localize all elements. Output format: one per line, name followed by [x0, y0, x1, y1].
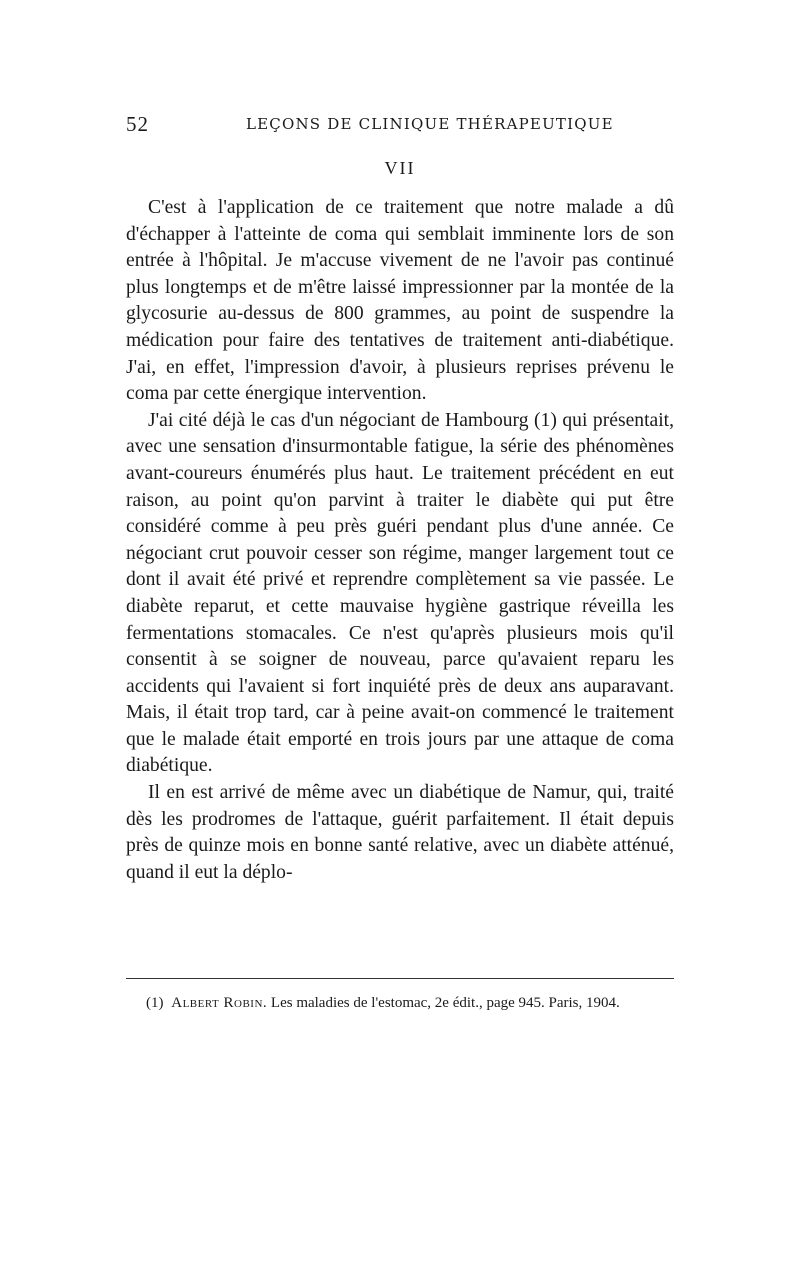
- footnote-marker: (1): [146, 995, 164, 1011]
- footnote-divider: [126, 978, 674, 979]
- footnote-author: Albert Robin.: [171, 995, 268, 1011]
- page-header: [126, 112, 674, 134]
- running-title: LEÇONS DE CLINIQUE THÉRAPEUTIQUE: [246, 115, 614, 133]
- paragraph: Il en est arrivé de même avec un diabétique de Namur, qui, traité dès les prodromes de l'attaque, guérit parfaitement. Il était depuis près de quinze mois en bonne santé relative, avec un diabète atténué, quand il eut la déplo-: [126, 782, 674, 883]
- footnote-text: Les maladies de l'estomac, 2e édit., page 945. Paris, 1904.: [270, 995, 620, 1011]
- paragraph: C'est à l'application de ce traitement que notre malade a dû d'échapper à l'atteinte de coma qui semblait imminente lors de son entrée à l'hôpital. Je m'accuse vivement de ne l'avoir pas continué plus longtemps et de m'être laissé impressionner par la montée de la glycosurie au-dessus de 800 grammes, au point de suspendre la médication pour faire des tentatives de traitement anti-diabétique. J'ai, en effet, l'impression d'avoir, à plusieurs reprises prévenu le coma par cette énergique intervention.: [126, 197, 674, 405]
- section-number: VII: [384, 158, 416, 178]
- footnote: [126, 993, 674, 1013]
- body-text: [126, 195, 674, 886]
- paragraph: J'ai cité déjà le cas d'un négociant de Hambourg (1) qui présentait, avec une sensation d'insurmontable fatigue, la série des phénomènes avant-coureurs énumérés plus haut. Le traitement précédent en eut raison, au point qu'on parvint à traiter le diabète qui put être considéré comme à peu près guéri pendant plus d'une année. Ce négociant crut pouvoir cesser son régime, manger largement tout ce dont il avait été privé et reprendre complètement sa vie passée. Le diabète reparut, et cette mauvaise hygiène gastrique réveilla les fermentations stomacales. Ce n'est qu'après plusieurs mois qu'il consentit à se soigner de nouveau, parce qu'avaient reparu les accidents qui l'avaient si fort inquiété près de deux ans auparavant. Mais, il était trop tard, car à peine avait-on commencé le traitement que le malade était emporté en trois jours par une attaque de coma diabétique.: [126, 409, 674, 777]
- page-number: 52: [126, 112, 149, 136]
